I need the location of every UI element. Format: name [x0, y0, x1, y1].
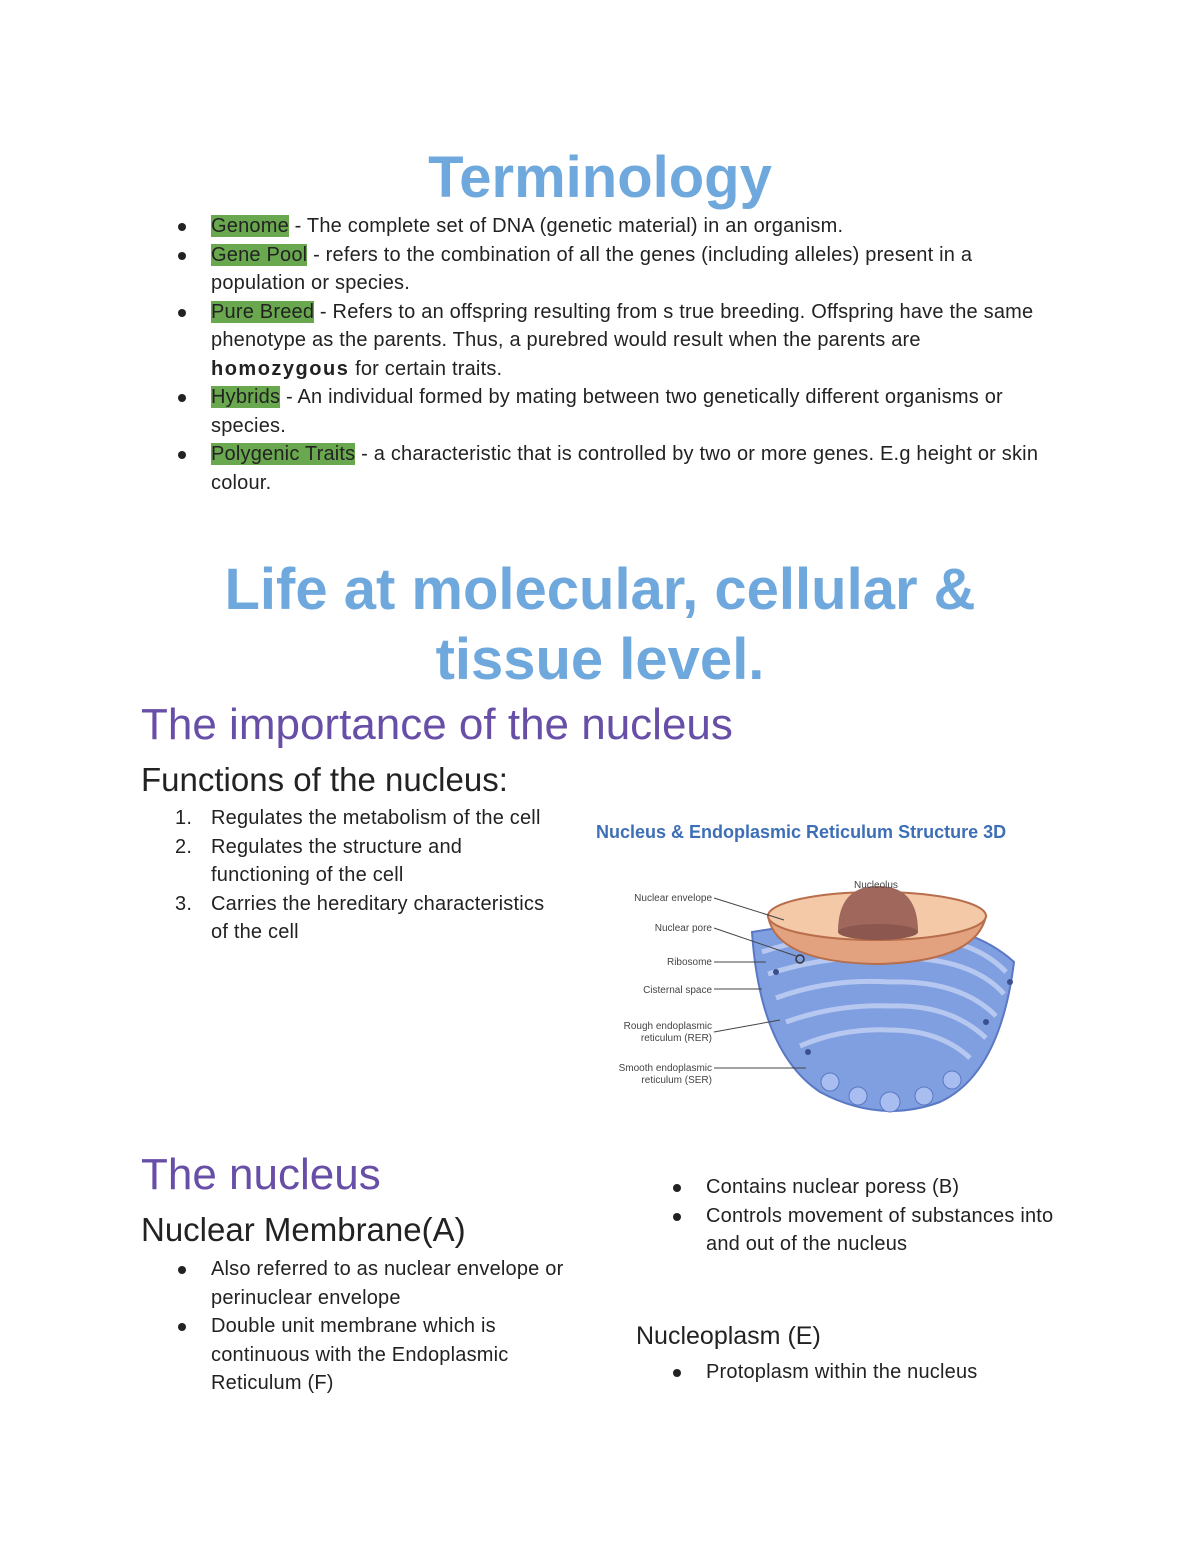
term-highlight: Gene Pool [211, 243, 308, 266]
section-title-line2: tissue level. [435, 627, 765, 692]
terminology-title: Terminology [428, 145, 772, 210]
list-item [141, 383, 1061, 440]
nucleoplasm-list [636, 1358, 1056, 1387]
list-number: 2. [175, 835, 193, 858]
list-item-text: Protoplasm within the nucleus [706, 1361, 978, 1383]
label-nuclear-envelope: Nuclear envelope [634, 893, 712, 904]
list-item [636, 1173, 1056, 1202]
nucleus-heading: The nucleus [141, 1150, 381, 1199]
list-number: 1. [175, 807, 193, 829]
term-highlight: Polygenic Traits [211, 443, 356, 465]
list-number: 3. [175, 892, 193, 915]
section-title-line1: Life at molecular, cellular & [224, 557, 976, 622]
list-item-text: Contains nuclear poress (B) [706, 1176, 960, 1198]
label-ser-line2: reticulum (SER) [641, 1075, 712, 1086]
importance-heading: The importance of the nucleus [141, 700, 733, 749]
functions-list [141, 804, 551, 947]
term-highlight: Pure Breed [211, 300, 315, 323]
label-rer-line2: reticulum (RER) [640, 1033, 712, 1044]
diagram-title: Nucleus & Endoplasmic Reticulum Structure 3D [596, 822, 1007, 842]
label-ser-line1: Smooth endoplasmic [618, 1063, 712, 1074]
label-ribosome: Ribosome [666, 957, 712, 968]
nucleoplasm-heading: Nucleoplasm (E) [636, 1322, 821, 1350]
term-definition: - An individual formed by mating between two genetically different organisms or species. [211, 386, 1003, 437]
list-item-text: Controls movement of substances into and out of the nucleus [706, 1204, 1054, 1255]
bold-term: homozygous [211, 357, 350, 380]
function-text: Regulates the structure and functioning of the cell [211, 835, 463, 886]
list-item-text: Double unit membrane which is continuous with the Endoplasmic Reticulum (F) [211, 1315, 509, 1394]
list-item [141, 1255, 571, 1312]
list-item [141, 890, 551, 947]
nucleus-er-diagram [590, 812, 1060, 1128]
membrane-list [141, 1255, 571, 1398]
list-item [636, 1358, 1056, 1387]
list-item [141, 1312, 571, 1398]
term-definition: - The complete set of DNA (genetic material) in an organism. [288, 215, 844, 237]
list-item [141, 241, 1061, 298]
terminology-list [141, 212, 1061, 497]
label-rer-line1: Rough endoplasmic [623, 1021, 712, 1032]
label-nuclear-pore: Nuclear pore [654, 923, 712, 934]
membrane-heading: Nuclear Membrane(A) [141, 1211, 466, 1248]
list-item [141, 212, 1061, 241]
list-item [141, 833, 551, 890]
term-highlight: Hybrids [211, 386, 281, 408]
function-text: Regulates the metabolism of the cell [211, 807, 541, 829]
term-definition: for certain traits. [349, 357, 503, 380]
term-definition: - refers to the combination of all the genes (including alleles) present in a population or species. [211, 243, 973, 294]
list-item-text: Also referred to as nuclear envelope or perinuclear envelope [211, 1258, 564, 1309]
list-item [636, 1202, 1056, 1259]
term-definition: - a characteristic that is controlled by two or more genes. E.g height or skin colour. [211, 443, 1039, 494]
list-item [141, 440, 1061, 497]
function-text: Carries the hereditary characteristics of the cell [211, 892, 545, 943]
list-item [141, 804, 551, 833]
term-highlight: Genome [211, 215, 289, 237]
membrane-list-col2 [636, 1173, 1056, 1259]
label-nucleolus: Nucleolus [854, 880, 898, 891]
term-definition: - Refers to an offspring resulting from s true breeding. Offspring have the same phenotype as the parents. Thus, a purebred would result when the parents are [211, 300, 1034, 351]
label-cisternal-space: Cisternal space [643, 985, 712, 996]
list-item [141, 298, 1061, 384]
functions-subheading: Functions of the nucleus: [141, 761, 508, 798]
